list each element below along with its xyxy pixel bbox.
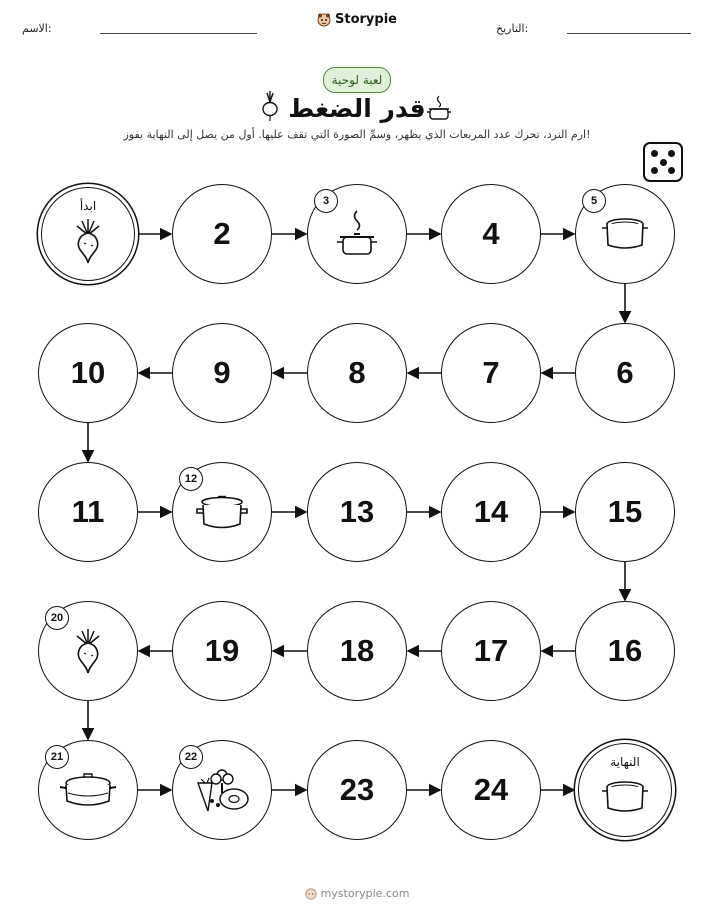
square-number: 15 — [607, 494, 643, 529]
board-square[interactable] — [441, 184, 541, 284]
square-number: 18 — [339, 633, 375, 668]
vegetables-meat-icon — [192, 767, 252, 813]
board-square[interactable] — [441, 323, 541, 423]
board-square[interactable] — [441, 462, 541, 562]
footer-url: mystorypie.com — [320, 887, 410, 900]
square-number: 16 — [607, 633, 643, 668]
square-number: 10 — [70, 355, 106, 390]
square-number-tag: 12 — [179, 467, 203, 491]
footer — [0, 887, 714, 903]
square-number-tag: 5 — [582, 189, 606, 213]
square-number-tag: 20 — [45, 606, 69, 630]
square-number: 11 — [71, 494, 105, 529]
square-number-tag: 21 — [45, 745, 69, 769]
square-number: 13 — [339, 494, 375, 529]
finish-label: النهاية — [610, 755, 640, 769]
game-instructions: ارم النرد، تحرك عدد المربعات الذي يظهر، وسمِّ الصورة التي تقف عليها. أول من يصل إلى النهاية يفوز! — [123, 128, 591, 141]
board-square[interactable] — [441, 740, 541, 840]
square-number: 17 — [473, 633, 509, 668]
board-game-badge: لعبة لوحية — [323, 67, 391, 93]
date-label: التاريخ: — [496, 22, 529, 35]
board-square[interactable] — [575, 601, 675, 701]
board-square[interactable] — [38, 462, 138, 562]
board-square[interactable] — [172, 184, 272, 284]
soup-pot-icon — [600, 215, 650, 253]
square-number: 7 — [482, 355, 500, 390]
board-square[interactable] — [307, 601, 407, 701]
square-number: 23 — [339, 772, 375, 807]
square-number: 9 — [213, 355, 231, 390]
page-title: قدر الضغط — [288, 94, 426, 123]
square-number: 8 — [348, 355, 366, 390]
board-square[interactable] — [38, 323, 138, 423]
square-number: 19 — [204, 633, 240, 668]
square-number-tag: 3 — [314, 189, 338, 213]
radish-icon — [71, 628, 105, 674]
board-square[interactable] — [307, 323, 407, 423]
storypie-mascot-icon — [305, 888, 317, 900]
square-number: 24 — [473, 772, 509, 807]
pressure-cooker-icon — [58, 768, 118, 812]
square-number: 6 — [616, 355, 634, 390]
cooking-pot-icon — [195, 490, 249, 534]
name-label: الاسم: — [22, 22, 52, 35]
steaming-pot-icon — [333, 208, 381, 260]
board-square[interactable] — [172, 323, 272, 423]
board-square[interactable] — [307, 462, 407, 562]
square-number: 2 — [213, 216, 231, 251]
square-number: 4 — [482, 216, 500, 251]
square-number: 14 — [473, 494, 509, 529]
start-label: ابدأ — [79, 199, 97, 213]
board-square[interactable] — [441, 601, 541, 701]
board-square[interactable] — [172, 601, 272, 701]
board-square[interactable] — [575, 462, 675, 562]
radish-icon — [71, 218, 105, 264]
board-square[interactable] — [575, 323, 675, 423]
soup-pot-icon — [600, 778, 650, 816]
brand-name: Storypie — [335, 12, 397, 27]
square-number-tag: 22 — [179, 745, 203, 769]
board-square[interactable] — [307, 740, 407, 840]
